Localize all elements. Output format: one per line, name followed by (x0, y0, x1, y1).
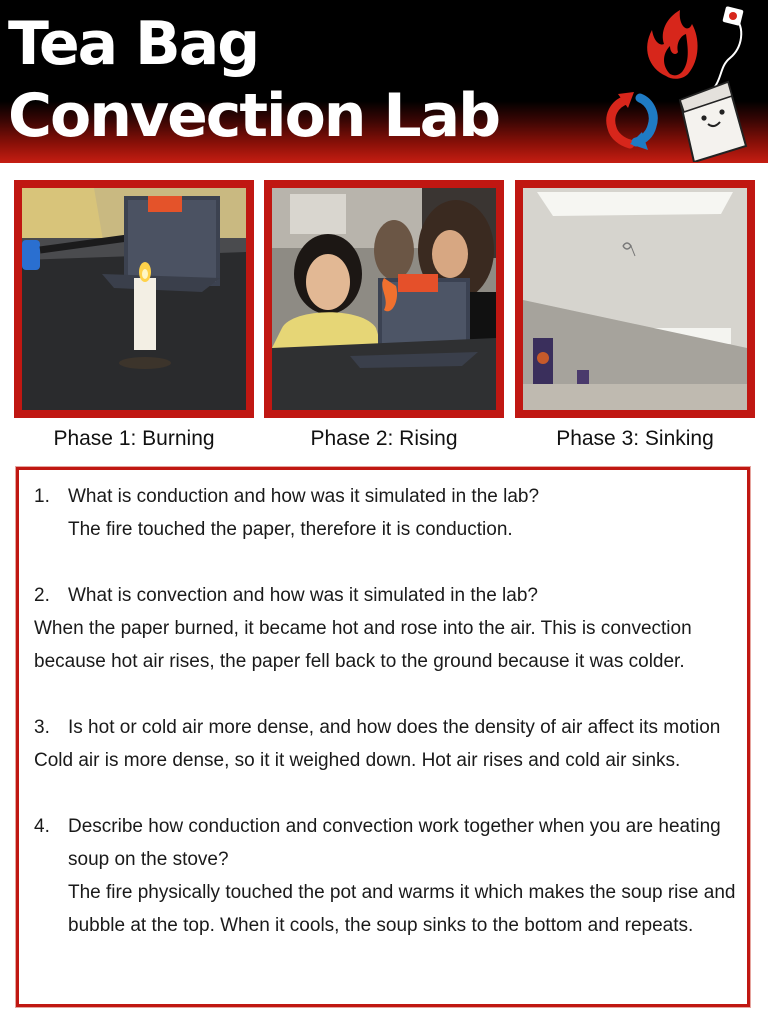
page-title-line-1: Tea Bag (8, 9, 259, 79)
question-number: 4. (34, 816, 50, 837)
recycle-arrows-icon (611, 92, 653, 150)
answer-text: The fire touched the paper, therefore it is conduction. (68, 519, 513, 540)
answer-text: Cold air is more dense, so it it weighed down. Hot air rises and cold air sinks. (34, 750, 681, 771)
answer-text: bubble at the top. When it cools, the soup sinks to the bottom and repeats. (68, 915, 694, 936)
phase-3-photo (515, 180, 755, 418)
phase-2-caption: Phase 2: Rising (310, 427, 458, 450)
question-text: What is conduction and how was it simulated in the lab? (68, 486, 540, 507)
answer-text: When the paper burned, it became hot and rose into the air. This is convection (34, 618, 692, 639)
phase-2-photo (264, 180, 504, 418)
flame-icon (647, 10, 697, 79)
question-number: 1. (34, 486, 50, 507)
rising-scene-image (272, 188, 496, 410)
page-title-line-2: Convection Lab (8, 81, 500, 151)
answer-text: The fire physically touched the pot and warms it which makes the soup rise and (68, 882, 736, 903)
candle-scene-image (22, 188, 246, 410)
header-banner (0, 0, 768, 163)
header-illustration (596, 4, 768, 162)
question-number: 3. (34, 717, 50, 738)
phase-1-caption: Phase 1: Burning (53, 427, 215, 450)
ceiling-scene-image (523, 188, 747, 410)
answer-text: because hot air rises, the paper fell back to the ground because it was colder. (34, 651, 685, 672)
question-text: Is hot or cold air more dense, and how does the density of air affect its motion (68, 717, 721, 738)
question-number: 2. (34, 585, 50, 606)
phase-1-photo (14, 180, 254, 418)
question-text: What is convection and how was it simulated in the lab? (68, 585, 538, 606)
phase-3-caption: Phase 3: Sinking (556, 427, 714, 450)
question-text: soup on the stove? (68, 849, 229, 870)
question-text: Describe how conduction and convection work together when you are heating (68, 816, 721, 837)
